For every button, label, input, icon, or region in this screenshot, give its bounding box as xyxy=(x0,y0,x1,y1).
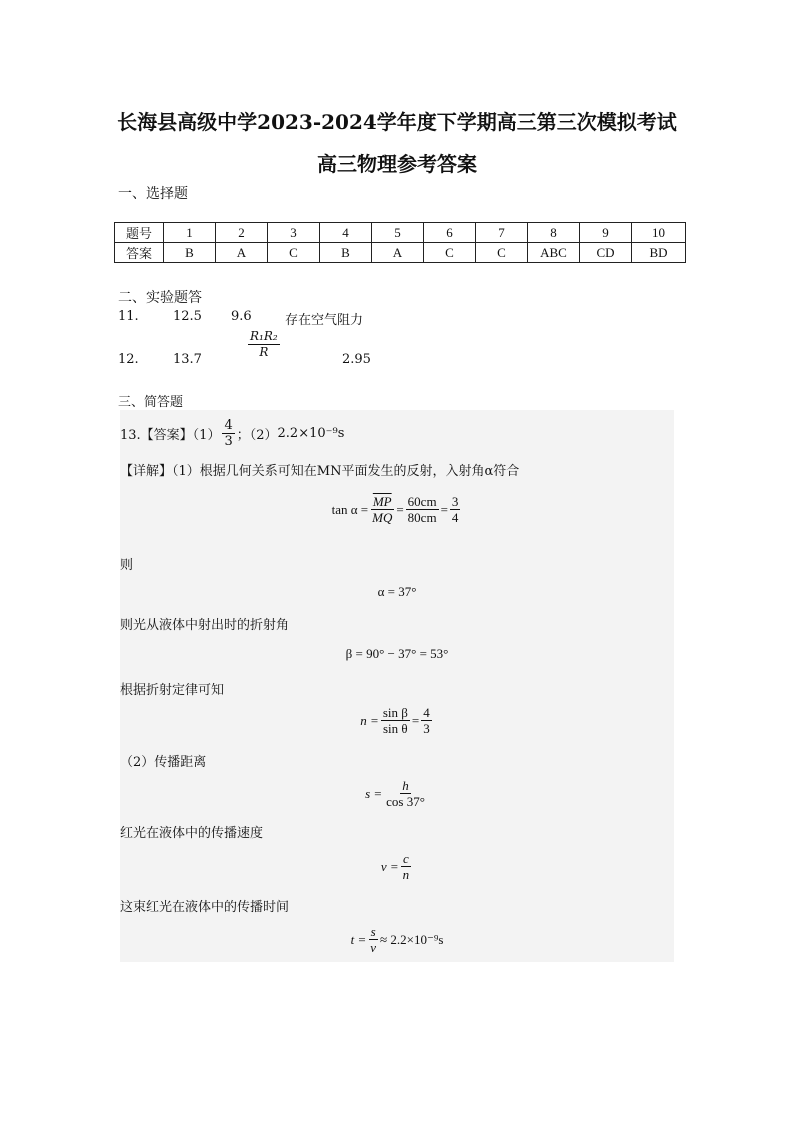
q12-number: 12. xyxy=(118,352,139,367)
table-row xyxy=(115,223,686,243)
equation-lhs: t = xyxy=(350,931,367,947)
answer-value: 2.2×10⁻⁹s xyxy=(277,426,345,441)
table-cell: 2 xyxy=(216,223,268,243)
fraction-numerator: R₁R₂ xyxy=(250,329,278,343)
q12-answer-a: 13.7 xyxy=(173,352,202,367)
equation-lhs: s = xyxy=(365,785,383,801)
fraction-numerator: $\overline{MP}$ xyxy=(372,494,392,509)
fraction xyxy=(406,494,439,525)
fraction xyxy=(370,494,394,525)
fraction xyxy=(401,851,412,882)
q11-answer-b: 9.6 xyxy=(231,309,252,324)
section1-heading: 一、选择题 xyxy=(118,186,188,202)
equation-tan: tan α = $\frac{\overline{MP}}{MQ}$ = $\frac{60cm}{80cm}$ = $\frac{3}{4}$ xyxy=(331,494,459,525)
answer-table xyxy=(114,222,686,263)
table-cell: 题号 xyxy=(115,223,164,243)
table-cell: BD xyxy=(632,243,686,263)
equation-t xyxy=(0,924,794,955)
answer-fraction xyxy=(222,418,234,449)
q12-answer-c: 2.95 xyxy=(342,352,371,367)
q11-answer-a: 12.5 xyxy=(173,309,202,324)
fraction xyxy=(368,924,378,955)
fraction-numerator: s xyxy=(370,924,376,939)
equation-lhs: v = xyxy=(380,858,399,874)
table-cell: C xyxy=(268,243,320,263)
fraction-denominator: R xyxy=(259,345,269,359)
fraction-numerator: c xyxy=(403,851,409,866)
text-refraction-angle: 则光从液体中射出时的折射角 xyxy=(120,618,290,633)
fraction xyxy=(381,705,410,736)
fraction-denominator: 80cm xyxy=(407,510,437,525)
doc-title: 长海县高级中学2023-2024学年度下学期高三第三次模拟考试 xyxy=(117,110,677,134)
answer-prefix: 13.【答案】（1） xyxy=(120,428,221,443)
table-cell: 3 xyxy=(268,223,320,243)
table-cell: 7 xyxy=(476,223,528,243)
table-cell: 答案 xyxy=(115,243,164,263)
fraction-numerator: 4 xyxy=(423,705,430,720)
table-cell: A xyxy=(216,243,268,263)
fraction-denominator: v xyxy=(370,940,376,955)
table-cell: A xyxy=(372,243,424,263)
table-cell: 9 xyxy=(580,223,632,243)
equation-lhs: n = xyxy=(360,712,379,728)
fraction-denominator: 3 xyxy=(224,434,233,449)
fraction-denominator: cos 37° xyxy=(386,794,425,809)
q12-fraction xyxy=(246,329,282,360)
fraction-numerator: sin β xyxy=(382,705,408,720)
equation-alpha: α = 37° xyxy=(377,584,417,599)
table-cell: B xyxy=(164,243,216,263)
q13-answer-line xyxy=(120,418,344,449)
fraction-numerator: 3 xyxy=(451,494,459,509)
table-cell: 10 xyxy=(632,223,686,243)
q11-number: 11. xyxy=(118,309,139,324)
fraction-denominator: 3 xyxy=(423,721,430,736)
table-cell: ABC xyxy=(528,243,580,263)
detail-text: 【详解】（1）根据几何关系可知在MN平面发生的反射，入射角α符合 xyxy=(120,464,520,479)
fraction-denominator: sin θ xyxy=(383,721,408,736)
answer-separator: ；（2） xyxy=(236,428,278,443)
equation-v xyxy=(0,851,794,882)
text-distance: （2）传播距离 xyxy=(120,755,207,770)
text-time: 这束红光在液体中的传播时间 xyxy=(120,900,290,915)
section2-heading: 二、实验题答 xyxy=(118,290,202,306)
table-cell: 5 xyxy=(372,223,424,243)
table-cell: 8 xyxy=(528,223,580,243)
fraction xyxy=(421,705,432,736)
table-cell: 1 xyxy=(164,223,216,243)
section3-heading: 三、简答题 xyxy=(118,395,184,410)
equation-lhs: tan α = xyxy=(331,501,369,517)
table-cell: 6 xyxy=(424,223,476,243)
table-cell: C xyxy=(424,243,476,263)
q11-answer-c: 存在空气阻力 xyxy=(285,313,364,328)
table-cell: C xyxy=(476,243,528,263)
text-ze: 则 xyxy=(120,558,134,573)
fraction-denominator: MQ xyxy=(372,510,393,525)
fraction xyxy=(450,494,461,525)
fraction xyxy=(384,778,427,809)
fraction-numerator: 60cm xyxy=(407,494,437,509)
fraction-numerator: h xyxy=(402,778,409,793)
text-speed: 红光在液体中的传播速度 xyxy=(120,826,264,841)
equation-beta: β = 90° − 37° = 53° xyxy=(345,646,449,661)
fraction-denominator: 4 xyxy=(451,510,459,525)
equation-n: n = $\frac{\text{sin β}}{\text{sin θ}}$ = $\frac{4}{3}$ xyxy=(360,705,430,736)
fraction-denominator: n xyxy=(402,867,410,882)
table-cell: CD xyxy=(580,243,632,263)
table-cell: 4 xyxy=(320,223,372,243)
text-refraction-law: 根据折射定律可知 xyxy=(120,683,225,698)
equation-s xyxy=(0,778,794,809)
fraction-numerator: 4 xyxy=(224,418,233,433)
equation-rhs: ≈ 2.2×10⁻⁹s xyxy=(380,931,444,947)
table-row xyxy=(115,243,686,263)
table-cell: B xyxy=(320,243,372,263)
doc-subtitle: 高三物理参考答案 xyxy=(317,152,477,176)
